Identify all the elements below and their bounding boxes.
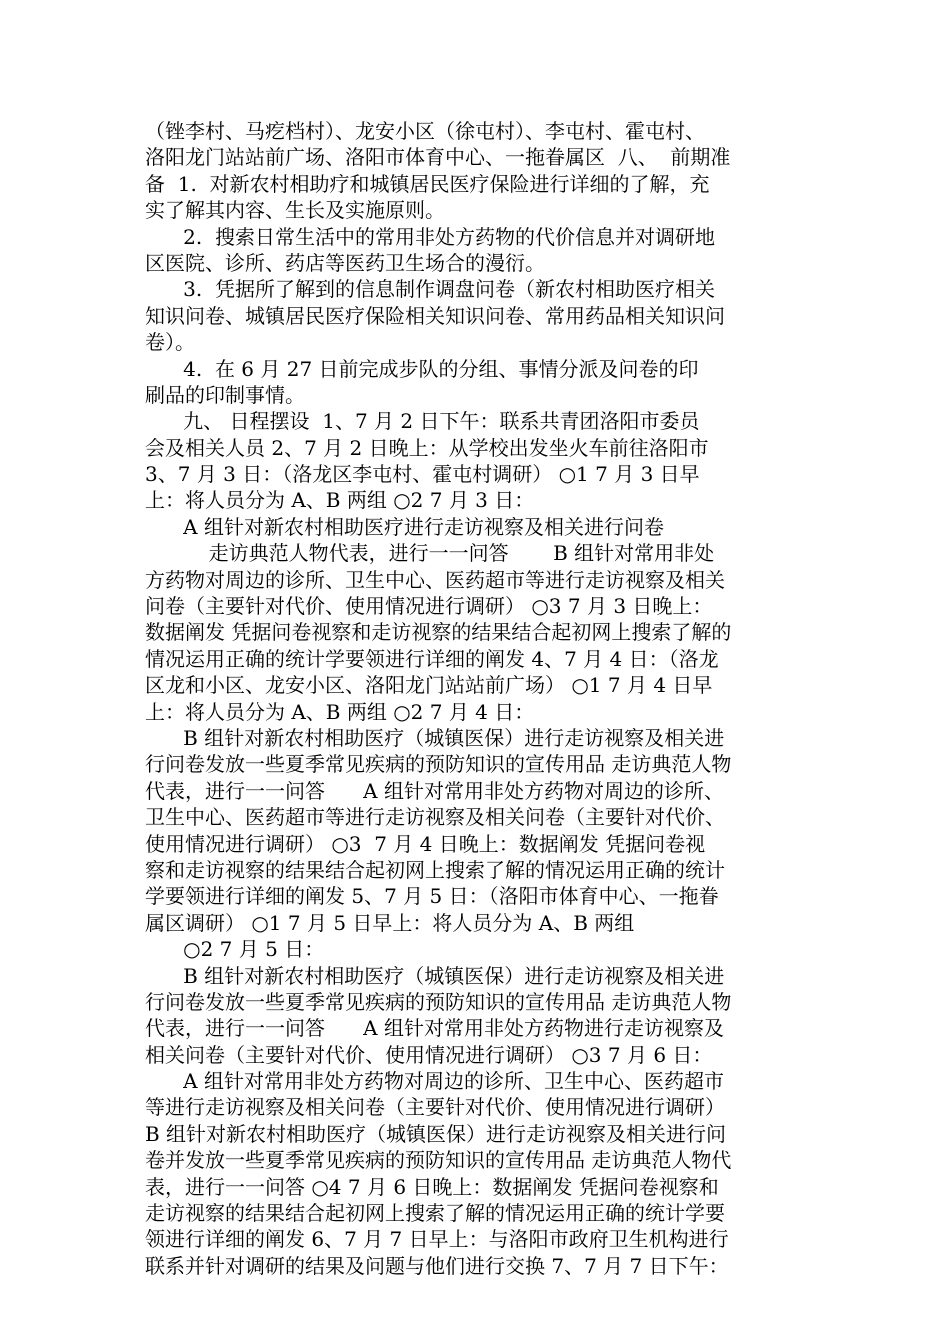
text-line: 属区调研） ○1 7 月 5 日早上：将人员分为 A、B 两组 — [145, 910, 635, 935]
text-line: 九、 日程摆设 1、7 月 2 日下午：联系共青团洛阳市委员 — [145, 409, 700, 434]
text-line: 走访典范人物代表，进行一一问答 B 组针对常用非处 — [145, 541, 715, 566]
text-line: 使用情况进行调研） ○3 7 月 4 日晚上：数据阐发 凭据问卷视 — [145, 831, 706, 856]
text-line: 学要领进行详细的阐发 5、7 月 5 日：（洛阳市体育中心、一拖眷 — [145, 884, 719, 909]
text-line: A 组针对新农村相助医疗进行走访视察及相关进行问卷 — [145, 514, 664, 539]
text-line: 2. 搜索日常生活中的常用非处方药物的代价信息并对调研地 — [145, 224, 715, 249]
text-line: B 组针对新农村相助医疗（城镇医保）进行走访视察及相关进 — [145, 725, 725, 750]
text-line: 行问卷发放一些夏季常见疾病的预防知识的宣传用品 走访典范人物 — [145, 989, 732, 1014]
text-line: 会及相关人员 2、7 月 2 日晚上：从学校出发坐火车前往洛阳市 — [145, 435, 709, 460]
text-line: 实了解其内容、生长及实施原则。 — [145, 198, 445, 223]
text-line: 等进行走访视察及相关问卷（主要针对代价、使用情况进行调研） — [145, 1095, 725, 1120]
text-line: A 组针对常用非处方药物对周边的诊所、卫生中心、医药超市 — [145, 1069, 724, 1094]
document-body — [145, 118, 813, 1279]
text-line: 相关问卷（主要针对代价、使用情况进行调研） ○3 7 月 6 日： — [145, 1042, 713, 1067]
text-line: 卷并发放一些夏季常见疾病的预防知识的宣传用品 走访典范人物代 — [145, 1148, 732, 1173]
text-line: 数据阐发 凭据问卷视察和走访视察的结果结合起初网上搜索了解的 — [145, 620, 732, 645]
text-line: 表，进行一一问答 ○4 7 月 6 日晚上：数据阐发 凭据问卷视察和 — [145, 1174, 719, 1199]
text-line: 代表，进行一一问答 A 组针对常用非处方药物对周边的诊所、 — [145, 778, 724, 803]
text-line: 察和走访视察的结果结合起初网上搜索了解的情况运用正确的统计 — [145, 857, 725, 882]
text-line: （锉李村、马疙档村）、龙安小区（徐屯村）、李屯村、霍屯村、 — [145, 119, 705, 143]
text-line: 4. 在 6 月 27 日前完成步队的分组、事情分派及问卷的印 — [145, 356, 699, 381]
text-line: 方药物对周边的诊所、卫生中心、医药超市等进行走访视察及相关 — [145, 567, 725, 592]
text-line: 上：将人员分为 A、B 两组 ○2 7 月 3 日： — [145, 488, 535, 513]
text-line: 走访视察的结果结合起初网上搜索了解的情况运用正确的统计学要 — [145, 1201, 725, 1226]
text-line: 洛阳龙门站站前广场、洛阳市体育中心、一拖眷属区 八、 前期准 — [145, 145, 731, 170]
text-line: ○2 7 月 5 日： — [145, 937, 325, 962]
text-line: 区医院、诊所、药店等医药卫生场合的漫衍。 — [145, 250, 545, 275]
text-line: B 组针对新农村相助医疗（城镇医保）进行走访视察及相关进 — [145, 963, 725, 988]
text-line: 问卷（主要针对代价、使用情况进行调研） ○3 7 月 3 日晚上： — [145, 594, 713, 619]
text-line: 上：将人员分为 A、B 两组 ○2 7 月 4 日： — [145, 699, 535, 724]
text-line: 刷品的印制事情。 — [145, 382, 305, 407]
text-line: 情况运用正确的统计学要领进行详细的阐发 4、7 月 4 日：（洛龙 — [145, 646, 719, 671]
text-line: 知识问卷、城镇居民医疗保险相关知识问卷、常用药品相关知识问 — [145, 303, 725, 328]
text-line: 3. 凭据所了解到的信息制作调盘问卷（新农村相助医疗相关 — [145, 277, 715, 302]
text-line: 区龙和小区、龙安小区、洛阳龙门站站前广场） ○1 7 月 4 日早 — [145, 673, 713, 698]
text-line: 3、7 月 3 日：（洛龙区李屯村、霍屯村调研） ○1 7 月 3 日早 — [145, 462, 700, 487]
text-line: 联系并针对调研的结果及问题与他们进行交换 7、7 月 7 日下午： — [145, 1253, 729, 1278]
text-line: 行问卷发放一些夏季常见疾病的预防知识的宣传用品 走访典范人物 — [145, 752, 732, 777]
text-line: 备 1. 对新农村相助疗和城镇居民医疗保险进行详细的了解，充 — [145, 171, 710, 196]
text-line: B 组针对新农村相助医疗（城镇医保）进行走访视察及相关进行问 — [145, 1121, 727, 1146]
text-line: 卷）。 — [145, 330, 195, 355]
text-line: 领进行详细的阐发 6、7 月 7 日早上：与洛阳市政府卫生机构进行 — [145, 1227, 729, 1252]
text-line: 卫生中心、医药超市等进行走访视察及相关问卷（主要针对代价、 — [145, 805, 725, 830]
text-line: 代表，进行一一问答 A 组针对常用非处方药物进行走访视察及 — [145, 1016, 724, 1041]
